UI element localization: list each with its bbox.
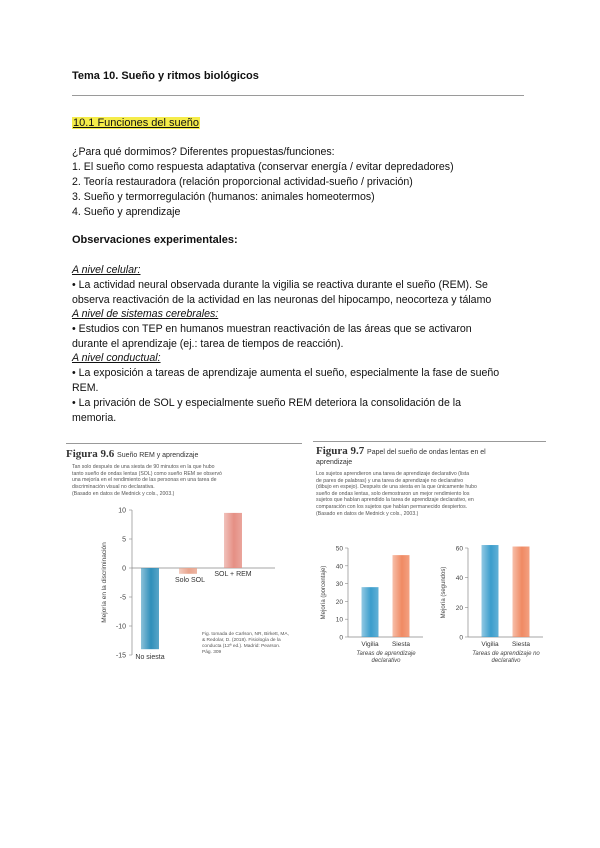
y-axis-label: Mejoría (porcentaje) — [321, 565, 327, 620]
x-axis-label: Tareas de aprendizaje no — [472, 651, 540, 657]
section-heading: 10.1 Funciones del sueño — [73, 117, 199, 129]
credit-line: Fig. tomada de Carlson, NR, Birkett, MA, — [202, 632, 289, 637]
figure-9-6-caption — [72, 464, 302, 498]
level-text: REM. — [72, 382, 99, 394]
list-item: 4. Sueño y aprendizaje — [72, 206, 181, 218]
caption-source: (Basado en datos de Mednick y cols., 2003.) — [72, 491, 175, 497]
bar — [362, 587, 379, 637]
y-axis-label: Mejoría (segundos) — [441, 566, 447, 619]
x-axis-label: Tareas de aprendizaje — [356, 651, 416, 657]
level-text: observa reactivación de la actividad en las neuronas del hipocampo, neocorteza y tálamo — [72, 294, 492, 306]
caption-line: comparación con los sujetos que habían permanecido despiertos. — [316, 503, 468, 510]
y-tick-label: 10 — [118, 507, 126, 515]
bar — [482, 545, 499, 637]
y-tick-label: 0 — [459, 634, 463, 642]
y-tick-label: -10 — [115, 623, 126, 631]
level-label-systems: A nivel de sistemas cerebrales: — [72, 308, 219, 320]
category-label: SOL + REM — [214, 571, 252, 578]
level-text: • La actividad neural observada durante la vigilia se reactiva durante el sueño (REM). Se — [72, 279, 488, 291]
list-item: 2. Teoría restauradora (relación proporcional actividad-sueño / privación) — [72, 176, 413, 188]
level-text: • Estudios con TEP en humanos muestran reactivación de las áreas que se activaron — [72, 323, 472, 335]
intro-text: ¿Para qué dormimos? Diferentes propuestas/funciones: — [72, 146, 335, 158]
y-tick-label: -15 — [115, 652, 126, 660]
y-tick-label: 0 — [339, 634, 343, 642]
bar — [393, 555, 410, 637]
figure-9-6-rule — [66, 443, 302, 444]
caption-line: Los sujetos aprendieron una tarea de aprendizaje declarativo (lista — [316, 471, 470, 477]
y-tick-label: 50 — [335, 545, 343, 553]
level-label-behavioral: A nivel conductual: — [72, 352, 161, 364]
caption-line: sujetos que habían aprendido la tarea de aprendizaje declarativo, en — [316, 497, 474, 503]
figure-9-7-heading — [316, 446, 546, 468]
figure-9-6-credit — [202, 632, 302, 656]
x-axis-label: declarativo — [371, 658, 401, 664]
y-axis-label: Mejoría en la discriminación — [101, 542, 108, 623]
category-label: Siesta — [511, 641, 531, 648]
bar — [224, 513, 242, 568]
category-label: Vigilia — [361, 641, 379, 648]
chart-fig97-nondeclarative — [438, 540, 550, 670]
level-label-cellular: A nivel celular: — [72, 264, 141, 276]
list-item: 1. El sueño como respuesta adaptativa (conservar energía / evitar depredadores) — [72, 161, 454, 173]
observations-heading: Observaciones experimentales: — [72, 234, 238, 246]
title-divider — [72, 95, 524, 96]
y-tick-label: 10 — [335, 616, 343, 624]
level-text: memoria. — [72, 412, 117, 424]
bar — [179, 568, 197, 574]
level-text: • La privación de SOL y especialmente sueño REM deteriora la consolidación de la — [72, 397, 462, 409]
y-tick-label: 40 — [335, 563, 343, 571]
caption-line: tanto sueño de ondas lentas (SOL) como sueño REM se observó — [72, 470, 222, 477]
figure-number: Figura 9.7 — [316, 445, 365, 457]
figure-number: Figura 9.6 — [66, 448, 115, 460]
chart-fig97-declarative — [318, 540, 430, 670]
y-tick-label: 20 — [335, 598, 343, 606]
caption-line: de pares de palabras) y una tarea de aprendizaje no declarativo — [316, 477, 464, 484]
figure-title: aprendizaje — [316, 459, 353, 466]
y-tick-label: 20 — [455, 604, 463, 612]
document-title: Tema 10. Sueño y ritmos biológicos — [72, 70, 259, 82]
category-label: No siesta — [135, 654, 165, 661]
bar — [141, 568, 159, 649]
category-label: Vigilia — [481, 641, 499, 648]
level-text: durante el aprendizaje (ej.: tarea de tiempos de reacción). — [72, 338, 344, 350]
list-item: 3. Sueño y termorregulación (humanos: animales homeotermos) — [72, 191, 375, 203]
caption-line: Tan solo después de una siesta de 90 minutos en la que hubo — [72, 464, 215, 470]
caption-source: (Basado en datos de Mednick y cols., 2003.) — [316, 511, 419, 517]
caption-line: sueño de ondas lentas, solo demostraron un mejor rendimiento los — [316, 490, 470, 497]
figure-title: Papel del sueño de ondas lentas en el — [367, 449, 486, 456]
figure-9-7-rule — [313, 441, 546, 442]
bar — [513, 547, 530, 637]
credit-line: & Redolar, D. (2018). Fisiología de la — [202, 638, 281, 643]
y-tick-label: 60 — [455, 545, 463, 553]
y-tick-label: -5 — [119, 594, 126, 602]
y-tick-label: 30 — [335, 581, 343, 589]
caption-line: discriminación visual no declarativa. — [72, 483, 155, 490]
caption-line: una mejoría en el rendimiento de las personas en una tarea de — [72, 477, 217, 483]
figure-9-6-heading — [66, 448, 198, 460]
y-tick-label: 0 — [122, 565, 126, 573]
figure-title: Sueño REM y aprendizaje — [117, 452, 199, 459]
credit-line: Pág. 309 — [202, 650, 222, 655]
x-axis-label: declarativo — [491, 658, 521, 664]
level-text: • La exposición a tareas de aprendizaje aumenta el sueño, especialmente la fase de sueño — [72, 367, 500, 379]
y-tick-label: 40 — [455, 575, 463, 583]
credit-line: conducta (12ª ed.). Madrid: Pearson. — [202, 644, 281, 649]
figure-9-7-caption — [316, 471, 546, 518]
category-label: Siesta — [391, 641, 411, 648]
category-label: Solo SOL — [175, 576, 205, 584]
caption-line: (dibujo en espejo). Después de una siesta en la que únicamente hubo — [316, 484, 477, 490]
y-tick-label: 5 — [122, 536, 126, 544]
